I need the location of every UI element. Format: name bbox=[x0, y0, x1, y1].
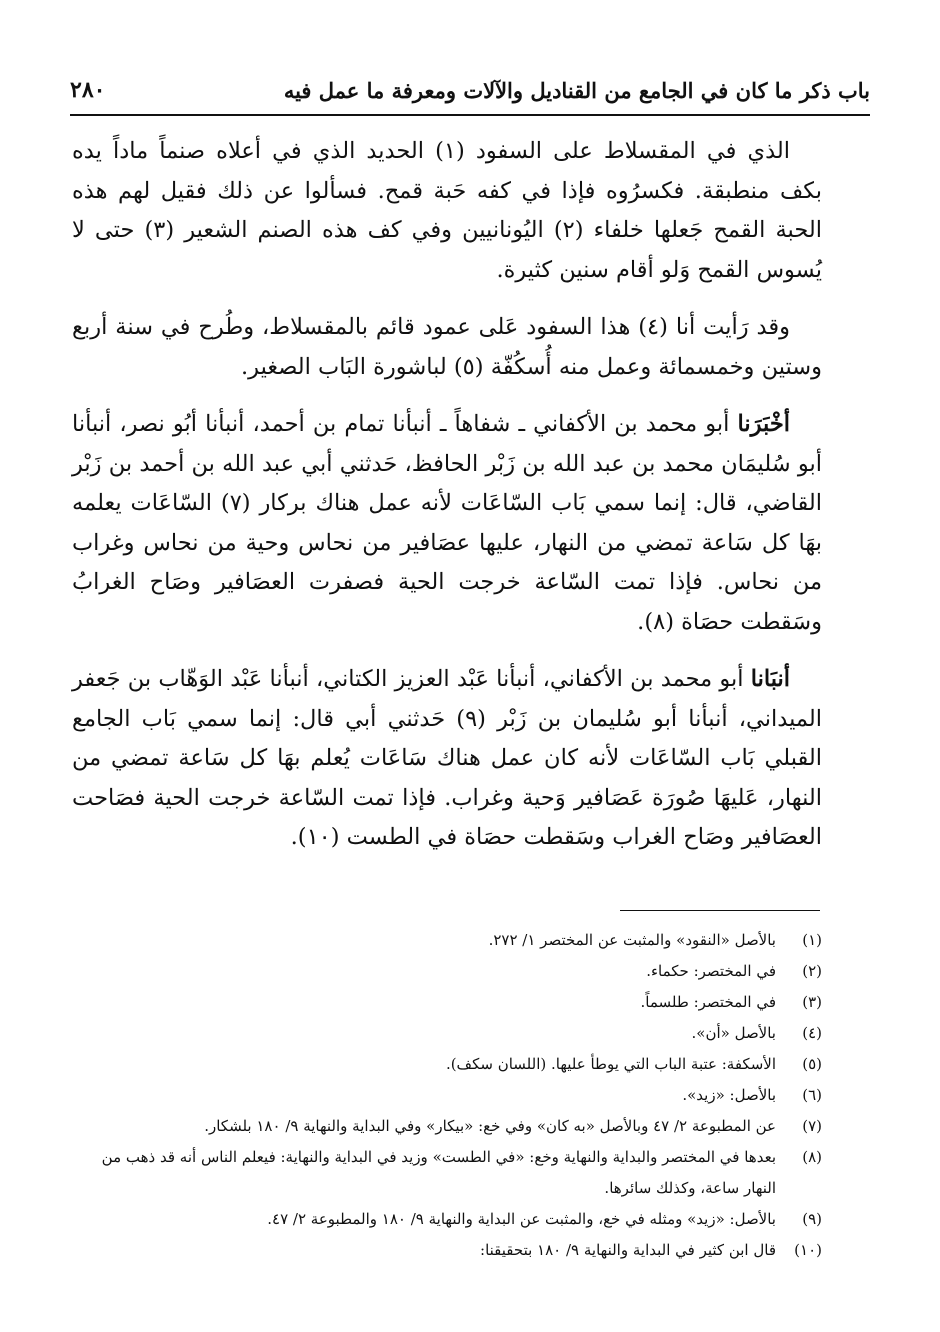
footnote-text: في المختصر: حكماء. bbox=[646, 962, 776, 980]
footnote-number: (٢) bbox=[802, 962, 822, 980]
footnote-number: (٥) bbox=[802, 1055, 822, 1073]
footnotes bbox=[70, 925, 822, 1266]
footnote-number: (١) bbox=[802, 931, 822, 949]
footnote-text: بعدها في المختصر والبداية والنهاية وخع: «في الطست» وزيد في البداية والنهاية: فيعلم الناس أنه قد ذهب من النهار ساعة، وكذلك سائرها. bbox=[101, 1148, 776, 1197]
running-title: باب ذكر ما كان في الجامع من القناديل والآلات ومعرفة ما عمل فيه bbox=[283, 77, 870, 103]
footnote-text: عن المطبوعة ٢/ ٤٧ وبالأصل «به كان» وفي خع: «بيكار» وفي البداية والنهاية ٩/ ١٨٠ بلشكار. bbox=[204, 1117, 776, 1135]
footnote-number: (٤) bbox=[802, 1024, 822, 1042]
page-number: ٢٨٠ bbox=[70, 77, 106, 103]
footnote-number: (٩) bbox=[802, 1210, 822, 1228]
footnote bbox=[70, 1111, 822, 1142]
footnote-text: بالأصل: «زيد». bbox=[682, 1086, 776, 1104]
footnote bbox=[70, 956, 822, 987]
footnote-text: قال ابن كثير في البداية والنهاية ٩/ ١٨٠ بتحقيقنا: bbox=[480, 1241, 776, 1259]
paragraph-2: وقد رَأيت أنا (٤) هذا السفود عَلى عمود قائم بالمقسلاط، وطُرح في سنة أربع وستين وخمسمائة وعمل منه أُسكُفّة (٥) لباشورة البَاب الصغير. bbox=[72, 314, 822, 380]
paragraph-3-text: أبو محمد بن الأكفاني ـ شفاهاً ـ أنبأنا تمام بن أحمد، أنبأنا أبُو نصر، أنبأنا أبو سُليمَان محمد بن عبد الله بن زَبْر الحافظ، حَدثني أبي عبد الله بن أحمد بن زَبْر القاضي، قال: إنما سمي بَاب السّاعَات لأنه عمل هناك بركار (٧) السّاعَات يعلمه بهَا كل سَاعة تمضي من النهار، عليها عصَافير من نحاس وحية من نحاس وغراب من نحاس. فإذا تمت السّاعة خرجت الحية فصفرت العصَافير وصَاح الغرابُ وسَقطت حصَاة (٨). bbox=[72, 411, 822, 635]
footnote-text: بالأصل «أن». bbox=[691, 1024, 776, 1042]
footnote bbox=[70, 1080, 822, 1111]
page-header bbox=[70, 70, 870, 110]
footnote-text: الأسكفة: عتبة الباب التي يوطأ عليها. (اللسان سكف). bbox=[445, 1055, 776, 1073]
footnote bbox=[70, 1204, 822, 1235]
footnote-rule bbox=[620, 910, 820, 911]
footnote bbox=[70, 925, 822, 956]
footnote bbox=[70, 1142, 822, 1204]
footnote-text: بالأصل: «زيد» ومثله في خع، والمثبت عن البداية والنهاية ٩/ ١٨٠ والمطبوعة ٢/ ٤٧. bbox=[267, 1210, 776, 1228]
header-rule bbox=[70, 114, 870, 116]
footnote bbox=[70, 1049, 822, 1080]
paragraph-3 bbox=[72, 405, 822, 642]
footnote-number: (١٠) bbox=[794, 1241, 822, 1259]
footnote-number: (٦) bbox=[802, 1086, 822, 1104]
main-text bbox=[72, 132, 822, 876]
paragraph-1: الذي في المقسلاط على السفود (١) الحديد الذي في أعلاه صنماً ماداً يده بكف منطبقة. فكسرُوه فإذا في كفه حَبة قمح. فسألوا عن ذلك فقيل لهم هذه الحبة القمح جَعلها خلفاء (٢) اليُونانيين وفي كف هذه الصنم الشعير (٣) حتى لا يُسوس القمح وَلو أقام سنين كثيرة. bbox=[72, 138, 822, 283]
paragraph-3-lead: أخْبَرَنا bbox=[737, 411, 790, 437]
paragraph-4 bbox=[72, 660, 822, 858]
footnote-number: (٧) bbox=[802, 1117, 822, 1135]
footnote bbox=[70, 987, 822, 1018]
paragraph-4-lead: أنبَانا bbox=[750, 666, 790, 692]
paragraph-4-text: أبو محمد بن الأكفاني، أنبأنا عَبْد العزيز الكتاني، أنبأنا عَبْد الوَهّاب بن جَعفر الميداني، أنبأنا أبو سُليمان بن زَبْر (٩) حَدثني أبي قال: إنما سمي بَاب الجامع القبلي بَاب السّاعَات لأنه كان عمل هناك سَاعَات يُعلم بهَا كل سَاعة تمضي من النهار، عَليهَا صُورَة عَصَافير وَحية وغراب. فإذا تمت السّاعة خرجت الحية فصَاحت العصَافير وصَاح الغراب وسَقطت حصَاة في الطست (١٠). bbox=[72, 666, 822, 850]
footnote-number: (٨) bbox=[802, 1148, 822, 1166]
footnote bbox=[70, 1235, 822, 1266]
footnote-text: بالأصل «النقود» والمثبت عن المختصر ١/ ٢٧٢. bbox=[488, 931, 776, 949]
footnote-text: في المختصر: طلسماً. bbox=[640, 993, 776, 1011]
footnote-number: (٣) bbox=[802, 993, 822, 1011]
footnote bbox=[70, 1018, 822, 1049]
